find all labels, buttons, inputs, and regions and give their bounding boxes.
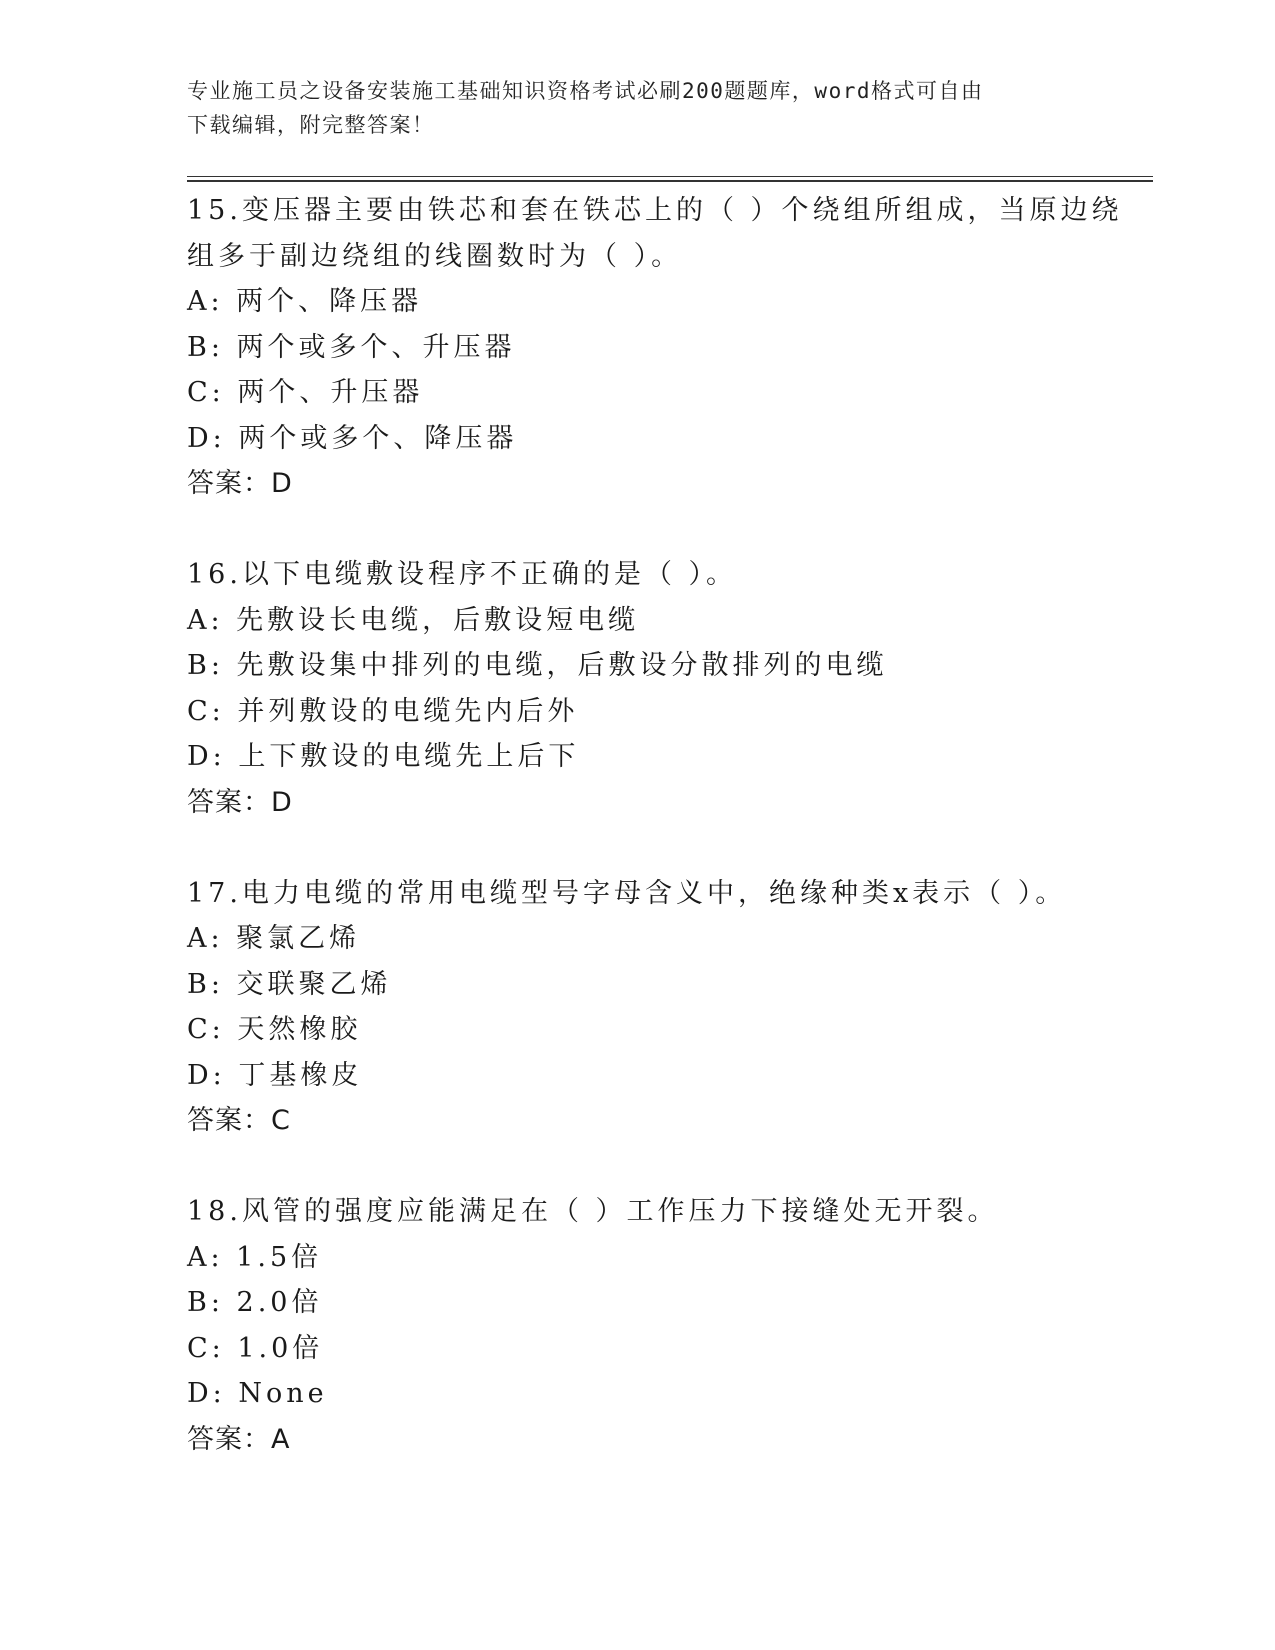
- option-c: C: 1.0倍: [187, 1332, 324, 1364]
- question-18: [187, 1189, 1147, 1462]
- option-c: C: 两个、升压器: [187, 377, 424, 408]
- question-stem-line: 17.电力电缆的常用电缆型号字母含义中，绝缘种类x表示（ ）。: [187, 877, 1067, 909]
- answer-label: 答案：C: [187, 1105, 291, 1136]
- option-d: D: 上下敷设的电缆先上后下: [187, 741, 580, 772]
- option-a: A: 先敷设长电缆，后敷设短电缆: [187, 604, 640, 636]
- document-header: [187, 74, 1067, 142]
- question-16: [187, 552, 1147, 825]
- option-a: A: 聚氯乙烯: [187, 923, 361, 954]
- header-divider-thin: [187, 176, 1153, 177]
- question-stem-line: 16.以下电缆敷设程序不正确的是（ ）。: [187, 559, 738, 590]
- option-a: A: 1.5倍: [187, 1241, 323, 1273]
- question-stem-line: 18.风管的强度应能满足在（ ）工作压力下接缝处无开裂。: [187, 1196, 999, 1227]
- option-b: B: 交联聚乙烯: [187, 968, 392, 1000]
- header-divider-thick: [187, 180, 1153, 182]
- option-a: A: 两个、降压器: [187, 286, 423, 317]
- answer-label: 答案：D: [187, 786, 293, 818]
- option-b: B: 两个或多个、升压器: [187, 331, 516, 363]
- option-b: B: 先敷设集中排列的电缆，后敷设分散排列的电缆: [187, 650, 888, 681]
- header-line-1: 专业施工员之设备安装施工基础知识资格考试必刷200题题库，word格式可自由: [187, 79, 984, 103]
- spacer: [187, 1144, 1147, 1190]
- option-b: B: 2.0倍: [187, 1287, 323, 1318]
- spacer: [187, 507, 1147, 553]
- option-d: D: 两个或多个、降压器: [187, 422, 518, 454]
- question-stem-line: 15.变压器主要由铁芯和套在铁芯上的（ ）个绕组所组成，当原边绕: [187, 195, 1123, 226]
- spacer: [187, 825, 1147, 871]
- option-c: C: 并列敷设的电缆先内后外: [187, 695, 579, 727]
- option-d: D: 丁基橡皮: [187, 1059, 363, 1091]
- question-stem-line: 组多于副边绕组的线圈数时为（ ）。: [187, 240, 683, 272]
- header-line-2: 下载编辑，附完整答案！: [187, 113, 435, 137]
- question-15: [187, 188, 1147, 507]
- option-c: C: 天然橡胶: [187, 1014, 362, 1045]
- option-d: D: None: [187, 1378, 328, 1409]
- answer-label: 答案：A: [187, 1423, 291, 1455]
- answer-label: 答案：D: [187, 468, 293, 499]
- question-17: [187, 871, 1147, 1144]
- question-list: [187, 188, 1147, 1462]
